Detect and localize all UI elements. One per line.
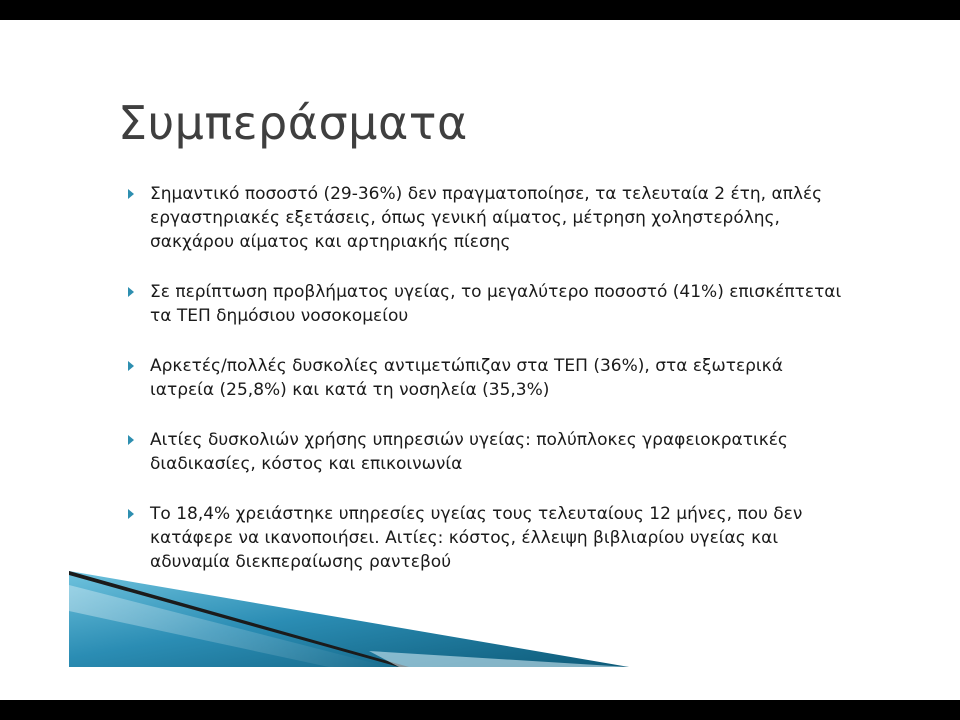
bullet-item [126, 182, 846, 254]
slide-title: Συμπεράσματα [118, 96, 468, 150]
bullet-item [126, 502, 846, 574]
bullet-item [126, 354, 846, 402]
bullet-text: Σε περίπτωση προβλήματος υγείας, το μεγαλύτερο ποσοστό (41%) επισκέπτεται τα ΤΕΠ δημόσιου νοσοκομείου [150, 282, 842, 326]
triangle-right-icon [128, 361, 134, 371]
bullet-item [126, 280, 846, 328]
bullet-text: Αρκετές/πολλές δυσκολίες αντιμετώπιζαν στα ΤΕΠ (36%), στα εξωτερικά ιατρεία (25,8%) και κατά τη νοσηλεία (35,3%) [150, 356, 783, 400]
bullet-text: Αιτίες δυσκολιών χρήσης υπηρεσιών υγείας: πολύπλοκες γραφειοκρατικές διαδικασίες, κόστος και επικοινωνία [150, 430, 788, 474]
triangle-right-icon [128, 189, 134, 199]
blue-swoosh-decoration [69, 571, 629, 667]
bullet-text: Σημαντικό ποσοστό (29-36%) δεν πραγματοποίησε, τα τελευταία 2 έτη, απλές εργαστηριακές εξετάσεις, όπως γενική αίματος, μέτρηση χοληστερόλης, σακχάρου αίματος και αρτηριακής πίεσης [150, 184, 823, 252]
triangle-right-icon [128, 509, 134, 519]
triangle-right-icon [128, 287, 134, 297]
bullet-text: Το 18,4% χρειάστηκε υπηρεσίες υγείας τους τελευταίους 12 μήνες, που δεν κατάφερε να ικανοποιήσει. Αιτίες: κόστος, έλλειψη βιβλιαρίου υγείας και αδυναμία διεκπεραίωσης ραντεβού [150, 504, 803, 572]
slide [0, 20, 960, 700]
bullet-list [126, 182, 846, 600]
bullet-item [126, 428, 846, 476]
triangle-right-icon [128, 435, 134, 445]
